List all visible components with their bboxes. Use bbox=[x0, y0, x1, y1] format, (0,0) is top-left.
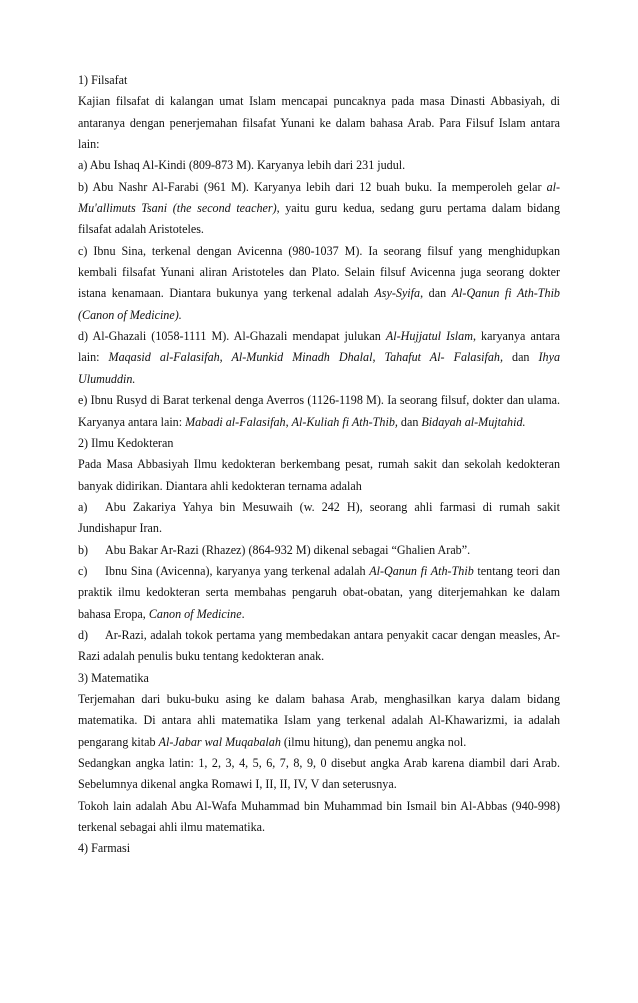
list-item bbox=[78, 155, 560, 176]
list-item-text bbox=[78, 564, 560, 621]
list-marker: b) bbox=[78, 179, 89, 194]
list-item-text bbox=[105, 543, 470, 557]
list-marker: e) bbox=[78, 393, 88, 408]
italic-text: Canon of Medicine bbox=[148, 606, 242, 621]
italic-text: Asy-Syifa bbox=[374, 286, 421, 301]
text-run: , bbox=[285, 414, 292, 429]
text-run: Terjemahan dari buku-buku asing ke dalam bahasa Arab, menghasilkan karya dalam bidang matematika. Di antara ahli matematika Islam yang terkenal adalah Al-Khawarizmi, ia adalah pengarang kitab bbox=[78, 691, 560, 749]
section-heading-farmasi: 4) Farmasi bbox=[78, 841, 131, 856]
list-marker: b) bbox=[78, 542, 89, 557]
section-intro-filsafat: Kajian filsafat di kalangan umat Islam mencapai puncaknya pada masa Dinasti Abbasiyah, di antaranya dengan penerjemahan filsafat Yunani ke dalam bahasa Arab. Para Filsuf Islam antara lain: bbox=[78, 94, 560, 152]
text-run: Al-Ghazali (1058-1111 M). Al-Ghazali mendapat julukan bbox=[92, 329, 386, 344]
list-item-text bbox=[90, 158, 405, 172]
list-item bbox=[78, 326, 560, 390]
italic-text: Bidayah al-Mujtahid. bbox=[421, 414, 526, 429]
list-item-text bbox=[78, 500, 560, 535]
section-heading-matematika: 3) Matematika bbox=[78, 670, 149, 685]
text-run: , yaitu guru kedua, sedang guru pertama dalam bidang filsafat adalah Aristoteles. bbox=[78, 201, 560, 237]
list-item-text bbox=[78, 628, 560, 663]
paragraph bbox=[78, 753, 560, 796]
list-item-text bbox=[78, 180, 560, 237]
text-run: , dan bbox=[420, 286, 452, 301]
paragraph bbox=[78, 689, 560, 753]
text-run: Tokoh lain adalah Abu Al-Wafa Muhammad bin Muhammad bin Ismail bin Al-Abbas (940-998) terkenal sebagai ahli ilmu matematika. bbox=[78, 798, 560, 835]
list-marker: d) bbox=[78, 329, 89, 344]
list-marker: a) bbox=[78, 158, 88, 173]
text-run: . bbox=[241, 606, 245, 621]
italic-text: al-Mu'allimuts Tsani (the second teacher) bbox=[78, 179, 560, 216]
italic-text: Al-Kuliah fi Ath-Thib, bbox=[291, 414, 398, 429]
list-marker: d) bbox=[78, 627, 89, 642]
list-item bbox=[78, 625, 560, 668]
list-item bbox=[78, 561, 560, 625]
list-marker: c) bbox=[78, 243, 88, 258]
list-item-text bbox=[78, 393, 560, 428]
section-heading-kedokteran: 2) Ilmu Kedokteran bbox=[78, 435, 174, 450]
text-run: dan bbox=[397, 414, 422, 429]
text-run: , karyanya antara lain: bbox=[78, 329, 560, 365]
section-intro-kedokteran: Pada Masa Abbasiyah Ilmu kedokteran berkembang pesat, rumah sakit dan sekolah kedokteran banyak didirikan. Diantara ahli kedokteran ternama adalah bbox=[78, 457, 560, 493]
italic-text: Al-Jabar wal Muqabalah bbox=[158, 734, 281, 749]
list-item bbox=[78, 177, 560, 241]
section-heading-filsafat: 1) Filsafat bbox=[78, 73, 128, 87]
italic-text: Ihya Ulumuddin. bbox=[78, 350, 560, 386]
text-run: Ibnu Sina, terkenal dengan Avicenna (980-1037 M). Ia seorang filsuf yang menghidupkan kembali filsafat Yunani aliran Aristoteles dan Plato. Selain filsuf Avicenna juga seorang dokter istana kenamaan. Diantara bukunya yang terkenal adalah bbox=[78, 243, 560, 301]
text-run: Ibnu Sina (Avicenna), karyanya yang terkenal adalah bbox=[105, 563, 370, 578]
italic-text: Maqasid al-Falasifah, Al-Munkid Minadh Dhalal, Tahafut Al- Falasifah, bbox=[108, 350, 503, 365]
text-run: Abu Ishaq Al-Kindi (809-873 M). Karyanya lebih dari 231 judul. bbox=[89, 158, 406, 173]
paragraph bbox=[78, 796, 560, 839]
text-run: Abu Nashr Al-Farabi (961 M). Karyanya lebih dari 12 buah buku. Ia memperoleh gelar bbox=[92, 179, 547, 194]
text-run: Ibnu Rusyd di Barat terkenal denga Averros (1126-1198 M). Ia seorang filsuf, dokter dan ulama. Karyanya antara lain: bbox=[78, 393, 560, 429]
italic-text: Al-Qanun fi Ath-Thib bbox=[369, 563, 474, 578]
list-marker: c) bbox=[78, 563, 88, 578]
italic-text: Al-Hujjatul Islam bbox=[385, 329, 473, 344]
text-run: Ar-Razi, adalah tokok pertama yang membedakan antara penyakit cacar dengan measles, Ar-Razi adalah penulis buku tentang kedokteran anak. bbox=[78, 627, 560, 664]
text-run: dan bbox=[503, 350, 539, 365]
list-marker: a) bbox=[78, 499, 88, 514]
text-run: (ilmu hitung), dan penemu angka nol. bbox=[280, 734, 467, 749]
list-item bbox=[78, 390, 560, 433]
italic-text: Al-Qanun fi Ath-Thib (Canon of Medicine). bbox=[78, 286, 560, 322]
list-item bbox=[78, 497, 560, 540]
list-item bbox=[78, 241, 560, 326]
list-item bbox=[78, 540, 560, 561]
list-item-text bbox=[78, 329, 560, 386]
italic-text: Mabadi al-Falasifah bbox=[185, 414, 286, 429]
text-run: Abu Zakariya Yahya bin Mesuwaih (w. 242 H), seorang ahli farmasi di rumah sakit Jundishapur Iran. bbox=[78, 499, 560, 536]
text-run: Sedangkan angka latin: 1, 2, 3, 4, 5, 6, 7, 8, 9, 0 disebut angka Arab karena diambil dari Arab. Sebelumnya dikenal angka Romawi I, II, II, IV, V dan seterusnya. bbox=[78, 756, 560, 792]
text-run: tentang teori dan praktik ilmu kedokteran serta membahas pengaruh obat-obatan, yang diterjemahkan ke dalam bahasa Eropa, bbox=[78, 563, 560, 621]
list-item-text bbox=[78, 244, 560, 322]
text-run: Abu Bakar Ar-Razi (Rhazez) (864-932 M) dikenal sebagai “Ghalien Arab”. bbox=[105, 542, 471, 557]
